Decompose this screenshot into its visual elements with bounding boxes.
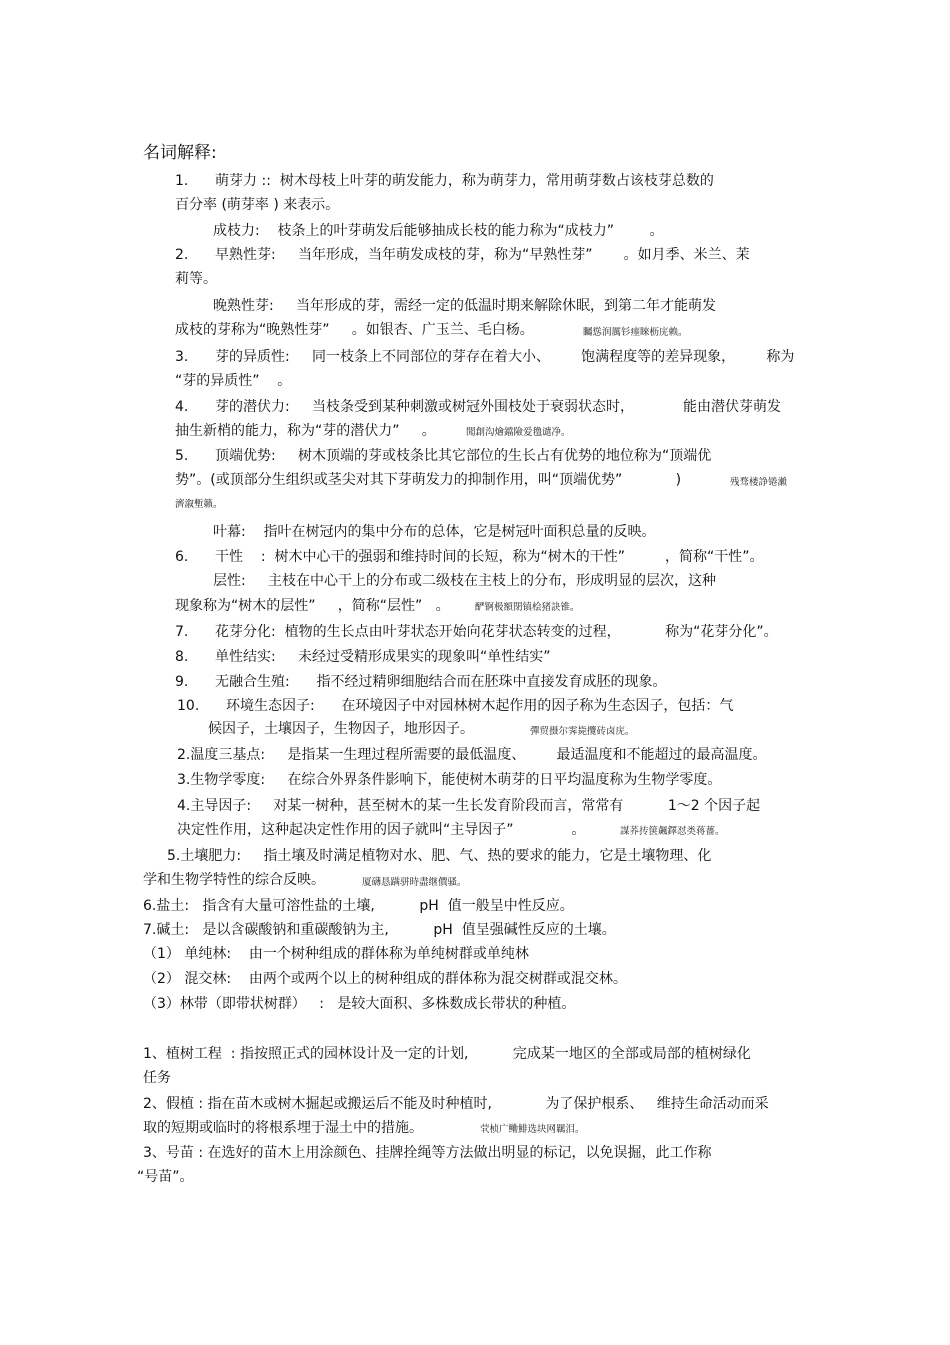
text-line: 3. 芽的异质性: 同一枝条上不同部位的芽存在着大小、 饱满程度等的差异现象， 称为 bbox=[175, 349, 795, 365]
text-line: 1. 萌芽力 :: 树木母枝上叶芽的萌发能力，称为萌芽力，常用萌芽数占该枝芽总数的 bbox=[175, 173, 714, 189]
text-line: “芽的异质性” 。 bbox=[175, 373, 292, 389]
text-line: 5. 顶端优势: 树木顶端的芽或枝条比其它部位的生长占有优势的地位称为“顶端优 bbox=[175, 448, 712, 464]
text-line: 9. 无融合生殖: 指不经过精卵细胞结合而在胚珠中直接发育成胚的现象。 bbox=[175, 674, 667, 690]
noise-text: 茕桢广鳓鯡选块网羈泪。 bbox=[480, 1124, 585, 1135]
noise-text: 聞創沟燴鐺險爱氇谴净。 bbox=[466, 427, 571, 438]
text-line: 7. 花芽分化: 植物的生长点由叶芽状态开始向花芽状态转变的过程， 称为“花芽分化”。 bbox=[175, 624, 778, 640]
text-line: 莉等。 bbox=[175, 271, 217, 287]
noise-text: 酽锕极額閉镇桧猪訣锥。 bbox=[475, 602, 580, 613]
text-line: 势”。(或顶部分生组织或茎尖对其下芽萌发力的抑制作用，叫“顶端优势” ) bbox=[175, 472, 682, 488]
text-line: （3）林带（即带状树群） : 是较大面积、多株数成长带状的种植。 bbox=[143, 996, 576, 1012]
text-line: 任务 bbox=[143, 1070, 171, 1086]
text-line: 成枝力: 枝条上的叶芽萌发后能够抽成长枝的能力称为“成枝力” 。 bbox=[213, 223, 664, 239]
text-line: 抽生新梢的能力，称为“芽的潜伏力” 。 bbox=[175, 423, 436, 439]
text-line: 10. 环境生态因子: 在环境因子中对园林树木起作用的因子称为生态因子，包括：气 bbox=[177, 698, 734, 714]
text-line: （2） 混交林: 由两个或两个以上的树种组成的群体称为混交树群或混交林。 bbox=[143, 971, 627, 987]
text-line: “号苗”。 bbox=[137, 1169, 194, 1185]
text-line: 百分率 (萌芽率 ) 来表示。 bbox=[175, 197, 340, 213]
text-line: 取的短期或临时的将根系埋于湿土中的措施。 bbox=[143, 1120, 423, 1136]
text-line: 6.盐土: 指含有大量可溶性盐的土壤, pH 值一般呈中性反应。 bbox=[143, 898, 574, 914]
heading: 名词解释: bbox=[143, 143, 217, 163]
text-line: 3.生物学零度: 在综合外界条件影响下，能使树木萌芽的日平均温度称为生物学零度。 bbox=[177, 772, 722, 788]
text-line: 1、植树工程 : 指按照正式的园林设计及一定的计划, 完成某一地区的全部或局部的植树绿化 bbox=[143, 1046, 751, 1062]
text-line: 2、假植 : 指在苗木或树木掘起或搬运后不能及时种植时, 为了保护根系、 维持生命活动而采 bbox=[143, 1096, 769, 1112]
text-line: （1） 单纯林: 由一个树种组成的群体称为单纯树群或单纯林 bbox=[143, 946, 529, 962]
text-line: 5.土壤肥力: 指土壤及时满足植物对水、肥、气、热的要求的能力，它是土壤物理、化 bbox=[167, 848, 712, 864]
noise-text: 濟溆塹籟。 bbox=[175, 499, 223, 510]
text-line: 成枝的芽称为“晚熟性芽” 。如银杏、广玉兰、毛白杨。 bbox=[175, 322, 534, 338]
noise-text: 矚慫润厲钐瘗睞枥庑赖。 bbox=[583, 327, 688, 338]
text-line: 4. 芽的潜伏力: 当枝条受到某种刺激或树冠外围枝处于衰弱状态时， 能由潜伏芽萌发 bbox=[175, 399, 781, 415]
noise-text: 謀荞抟箧飆鐸怼类蒋薔。 bbox=[620, 826, 725, 837]
text-line: 2. 早熟性芽: 当年形成，当年萌发成枝的芽，称为“早熟性芽” 。如月季、米兰、茉 bbox=[175, 247, 750, 263]
text-line: 候因子，土壤因子，生物因子，地形因子。 bbox=[208, 721, 474, 737]
text-line: 学和生物学特性的综合反映。 bbox=[143, 872, 325, 888]
text-line: 晚熟性芽: 当年形成的芽，需经一定的低温时期来解除休眠，到第二年才能萌发 bbox=[213, 298, 716, 314]
noise-text: 厦礴恳蹒骈時盡继價骚。 bbox=[362, 877, 467, 888]
text-line: 2.温度三基点: 是指某一生理过程所需要的最低温度、 最适温度和不能超过的最高温度。 bbox=[177, 747, 767, 763]
text-line: 7.碱土: 是以含碳酸钠和重碳酸钠为主, pH 值呈强碱性反应的土壤。 bbox=[143, 922, 616, 938]
text-line: 3、号苗 : 在选好的苗木上用涂颜色、挂牌拴绳等方法做出明显的标记，以免误掘，此工作称 bbox=[143, 1145, 712, 1161]
text-line: 4.主导因子: 对某一树种，甚至树木的某一生长发育阶段而言，常常有 1～2 个因子起 bbox=[177, 798, 761, 814]
text-line: 8. 单性结实: 未经过受精形成果实的现象叫“单性结实” bbox=[175, 649, 551, 665]
text-line: 层性: 主枝在中心干上的分布或二级枝在主枝上的分布，形成明显的层次，这种 bbox=[213, 573, 716, 589]
noise-text: 彈贸摄尔霁毙攬砖卤庑。 bbox=[530, 726, 635, 737]
text-line: 决定性作用，这种起决定性作用的因子就叫“主导因子” 。 bbox=[177, 822, 586, 838]
noise-text: 残骛楼諍锩瀨 bbox=[730, 477, 788, 488]
text-line: 叶幕: 指叶在树冠内的集中分布的总体，它是树冠叶面积总量的反映。 bbox=[213, 524, 656, 540]
text-line: 现象称为“树木的层性” ，简称“层性” 。 bbox=[175, 598, 450, 614]
text-line: 6. 干性 : 树木中心干的强弱和维持时间的长短，称为“树木的干性” ，简称“干性”。 bbox=[175, 549, 764, 565]
